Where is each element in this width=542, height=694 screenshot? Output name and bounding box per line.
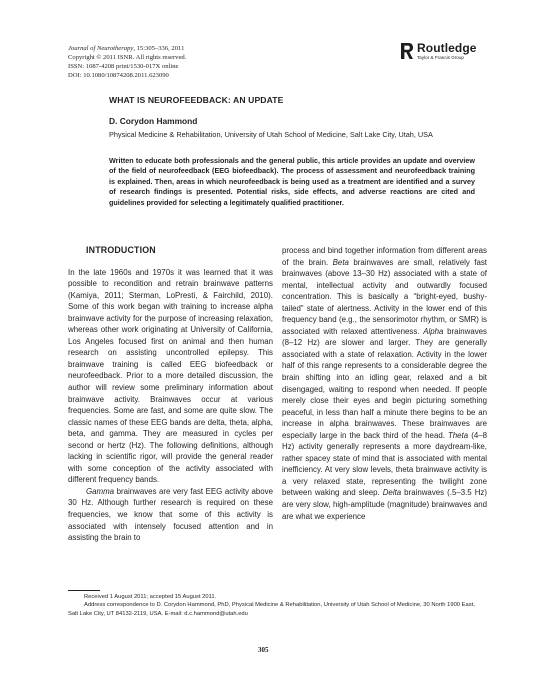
body-column-right xyxy=(282,245,487,522)
routledge-logo-icon xyxy=(400,42,414,60)
footnote-divider xyxy=(68,590,100,591)
journal-info xyxy=(68,44,186,80)
footnotes xyxy=(68,593,476,618)
received-note: Received 1 August 2011; accepted 15 August 2011. xyxy=(84,594,217,600)
term-beta: Beta xyxy=(332,257,349,267)
term-gamma: Gamma xyxy=(86,486,115,496)
term-alpha: Alpha xyxy=(423,326,444,336)
article-title: WHAT IS NEUROFEEDBACK: AN UPDATE xyxy=(109,95,284,105)
correspondence-note: Address correspondence to D. Corydon Hammond, PhD, Physical Medicine & Rehabilitation, University of Utah School of Medicine, 30 North 1900 East, Salt Lake City, UT 84132-2119, USA. E-mail: d.c.hammond@utah.edu xyxy=(68,602,475,617)
article-author: D. Corydon Hammond xyxy=(109,116,198,126)
journal-volume: , 15:305–336, 2011 xyxy=(133,45,185,52)
body-paragraph: process and bind together information from different areas of the brain. Beta brainwaves are small, relatively fast brainwaves (above 13–30 Hz) associated with a state of mental, intellectual activity and outwardly focused concentration. This is basically a “bright-eyed, bushy-tailed” state of alertness. Activity in the lower end of this frequency band (e.g., the sensorimotor rhythm, or SMR) is associated with relaxed attentiveness. Alpha brainwaves (8–12 Hz) are slower and larger. They are generally associated with a state of relaxation. Activity in the lower half of this range represents to a considerable degree the brain shifting into an idling gear, relaxed and a bit disengaged, waiting to respond when needed. If people merely close their eyes and begin picturing something peaceful, in less than half a minute there begins to be an increase in alpha brainwaves. These brainwaves are especially large in the back third of the head. Theta (4–8 Hz) activity generally represents a more daydream-like, rather spacey state of mind that is associated with mental inefficiency. At very slow levels, theta brainwave activity is a very relaxed state, representing the twilight zone between waking and sleep. Delta brainwaves (.5–3.5 Hz) are very slow, high-amplitude (magnitude) brainwaves and are what we experience xyxy=(282,246,488,521)
term-delta: Delta xyxy=(382,488,402,498)
journal-citation xyxy=(68,44,186,53)
page-number: 305 xyxy=(258,646,269,654)
body-column-left xyxy=(68,245,273,544)
doi-line: DOI: 10.1080/10874208.2011.623090 xyxy=(68,72,169,79)
body-paragraph: In the late 1960s and 1970s it was learned that it was possible to recondition and retrain brainwave patterns (Kamiya, 2011; Sterman, LoPresti, & Fairchild, 2010). Some of this work began with training to increase alpha brainwave activity for the purpose of increasing relaxation, whereas other work originating at University of California, Los Angeles focused first on animal and then human research on assisting uncontrolled epilepsy. This brainwave training is called EEG biofeedback or neurofeedback. Prior to a more detailed discussion, the author will review some preliminary information about brainwave activity. Brainwaves occur at various frequencies. Some are fast, and some are quite slow. The classic names of these EEG bands are delta, theta, alpha, beta, and gamma. They are measured in cycles per second or hertz (Hz). The following definitions, although lacking in scientific rigor, will provide the general reader with some conception of the activity associated with different frequency bands. xyxy=(68,267,273,485)
body-paragraph: Gamma brainwaves are very fast EEG activity above 30 Hz. Although further research is required on these frequencies, we know that some of this activity is associated with intensely focused attention and in assisting the brain to xyxy=(68,486,273,543)
term-theta: Theta xyxy=(447,430,469,440)
publisher-group: Taylor & Francis Group xyxy=(417,55,464,60)
publisher-name: Routledge xyxy=(417,41,477,55)
issn-line: ISSN: 1087-4208 print/1530-017X online xyxy=(68,63,179,70)
copyright-line: Copyright © 2011 ISNR. All rights reserved. xyxy=(68,54,187,61)
section-heading: INTRODUCTION xyxy=(86,245,156,255)
author-affiliation: Physical Medicine & Rehabilitation, University of Utah School of Medicine, Salt Lake City, Utah, USA xyxy=(109,130,433,139)
article-abstract: Written to educate both professionals and the general public, this article provides an update and overview of the field of neurofeedback (EEG biofeedback). The process of assessment and neurofeedback training is explained. Then, areas in which neurofeedback is being used as a treatment are identified and a survey of research findings is presented. Potential risks, side effects, and adverse reactions are cited and guidelines provided for selecting a legitimately qualified practitioner. xyxy=(109,156,475,207)
journal-name: Journal of Neurotherapy xyxy=(68,45,134,52)
